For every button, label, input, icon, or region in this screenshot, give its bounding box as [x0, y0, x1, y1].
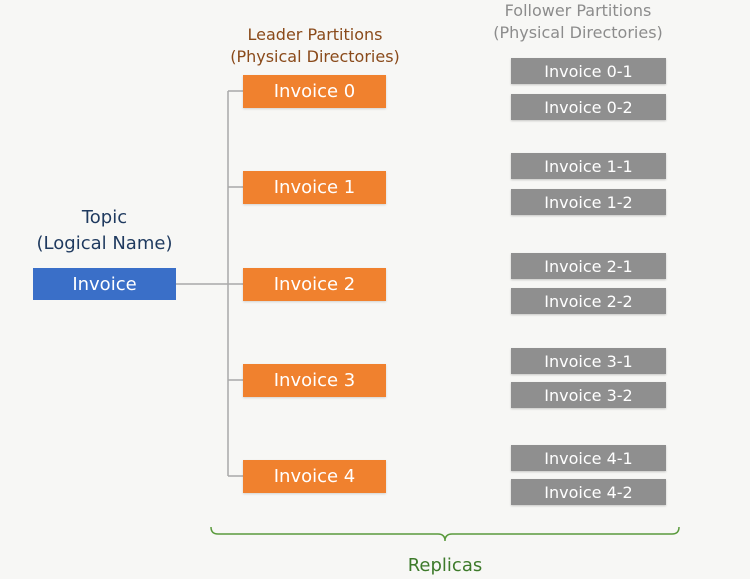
follower-partition-1-2: Invoice 1-2 — [511, 189, 666, 215]
leader-partition-0: Invoice 0 — [243, 75, 386, 108]
follower-partition-4-2: Invoice 4-2 — [511, 479, 666, 505]
leader-partition-2: Invoice 2 — [243, 268, 386, 301]
leader-header-line2: (Physical Directories) — [230, 47, 400, 66]
follower-partition-3-1: Invoice 3-1 — [511, 348, 666, 374]
follower-partition-4-1: Invoice 4-1 — [511, 445, 666, 471]
replicas-bracket — [211, 527, 679, 541]
leader-partitions-header — [205, 24, 425, 68]
leader-partition-4: Invoice 4 — [243, 460, 386, 493]
replicas-label: Replicas — [407, 555, 483, 576]
topic-box: Invoice — [33, 268, 176, 300]
follower-partition-1-1: Invoice 1-1 — [511, 153, 666, 179]
topic-title-line2: (Logical Name) — [36, 233, 173, 254]
follower-partition-0-1: Invoice 0-1 — [511, 58, 666, 84]
follower-header-line1: Follower Partitions — [504, 1, 652, 20]
follower-partition-3-2: Invoice 3-2 — [511, 382, 666, 408]
follower-partition-2-2: Invoice 2-2 — [511, 288, 666, 314]
topic-title — [12, 205, 197, 257]
leader-partition-1: Invoice 1 — [243, 171, 386, 204]
leader-header-line1: Leader Partitions — [247, 25, 383, 44]
topic-title-line1: Topic — [81, 207, 128, 228]
follower-partition-2-1: Invoice 2-1 — [511, 253, 666, 279]
follower-header-line2: (Physical Directories) — [493, 23, 663, 42]
leader-partition-3: Invoice 3 — [243, 364, 386, 397]
follower-partitions-header — [468, 0, 688, 44]
follower-partition-0-2: Invoice 0-2 — [511, 94, 666, 120]
